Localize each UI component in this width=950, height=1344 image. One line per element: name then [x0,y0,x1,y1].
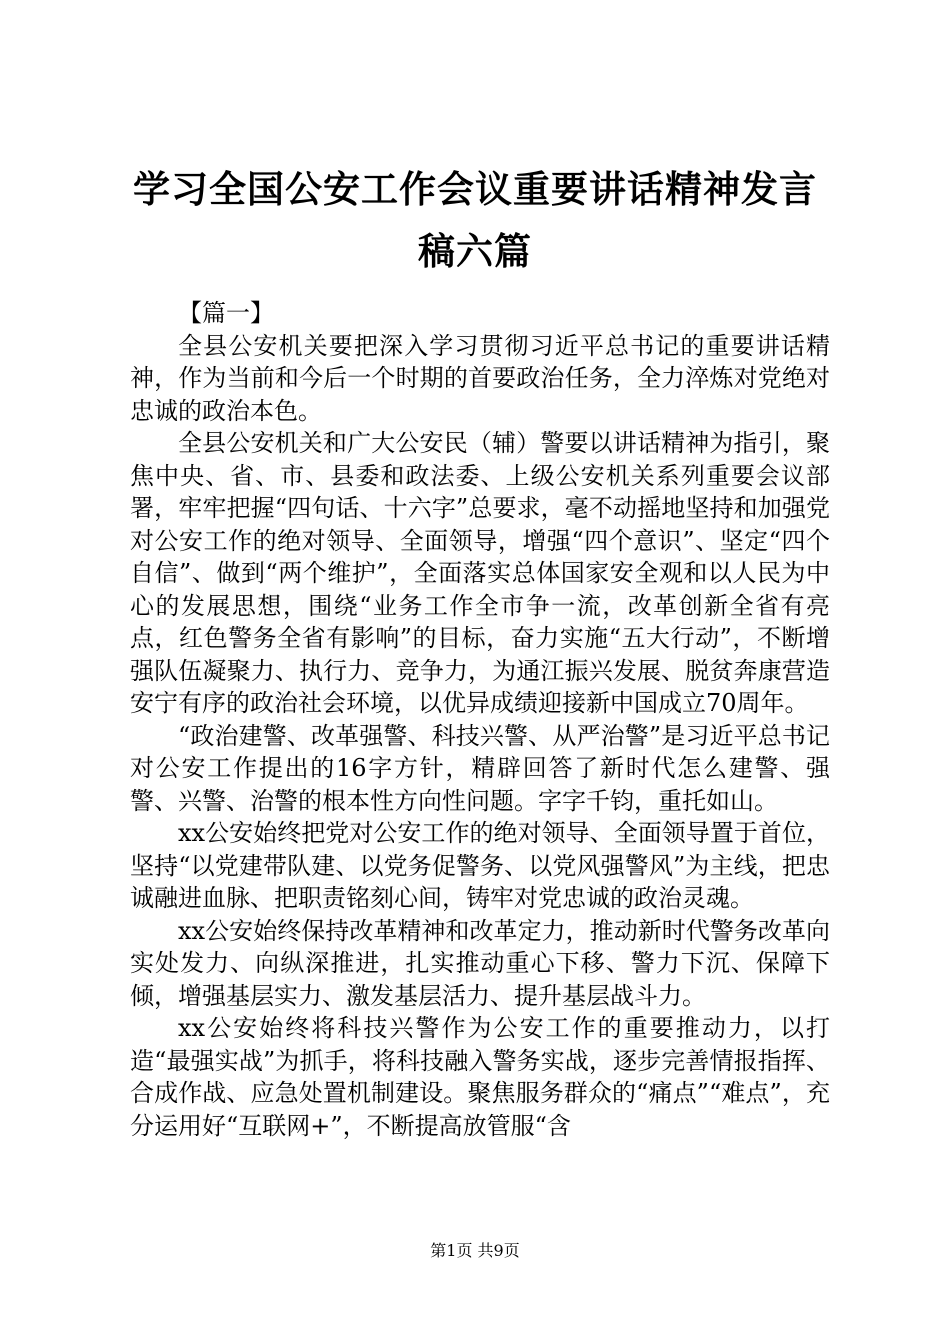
paragraph: xx公安始终将科技兴警作为公安工作的重要推动力，以打造“最强实战”为抓手，将科技融入警务实战，逐步完善情报指挥、合成作战、应急处置机制建设。聚焦服务群众的“痛点”“难点”，充分运用好“互联网+”，不断提高放管服“含 [130,1014,830,1140]
paragraph: xx公安始终保持改革精神和改革定力，推动新时代警务改革向实处发力、向纵深推进，扎实推动重心下移、警力下沉、保障下倾，增强基层实力、激发基层活力、提升基层战斗力。 [130,916,830,1010]
page-footer: 第1页 共9页 [430,1241,520,1260]
paragraph: xx公安始终把党对公安工作的绝对领导、全面领导置于首位，坚持“以党建带队建、以党务促警务、以党风强警风”为主线，把忠诚融进血脉、把职责铭刻心间，铸牢对党忠诚的政治灵魂。 [130,819,830,912]
document-body [130,297,830,1142]
section-heading: 【篇一】 [178,299,274,327]
paragraph: 全县公安机关要把深入学习贯彻习近平总书记的重要讲话精神，作为当前和今后一个时期的首要政治任务，全力淬炼对党绝对忠诚的政治本色。 [130,331,830,425]
paragraph: “政治建警、改革强警、科技兴警、从严治警”是习近平总书记对公安工作提出的16字方针，精辟回答了新时代怎么建警、强警、兴警、治警的根本性方向性问题。字字千钧，重托如山。 [130,721,830,815]
document-title: 学习全国公安工作会议重要讲话精神发言稿六篇 [133,167,817,273]
paragraph: 全县公安机关和广大公安民（辅）警要以讲话精神为指引，聚焦中央、省、市、县委和政法委、上级公安机关系列重要会议部署，牢牢把握“四句话、十六字”总要求，毫不动摇地坚持和加强党对公安工作的绝对领导、全面领导，增强“四个意识”、坚定“四个自信”、做到“两个维护”，全面落实总体国家安全观和以人民为中心的发展思想，围绕“业务工作全市争一流，改革创新全省有亮点，红色警务全省有影响”的目标，奋力实施“五大行动”，不断增强队伍凝聚力、执行力、竞争力，为通江振兴发展、脱贫奔康营造安宁有序的政治社会环境，以优异成绩迎接新中国成立70周年。 [130,429,830,717]
